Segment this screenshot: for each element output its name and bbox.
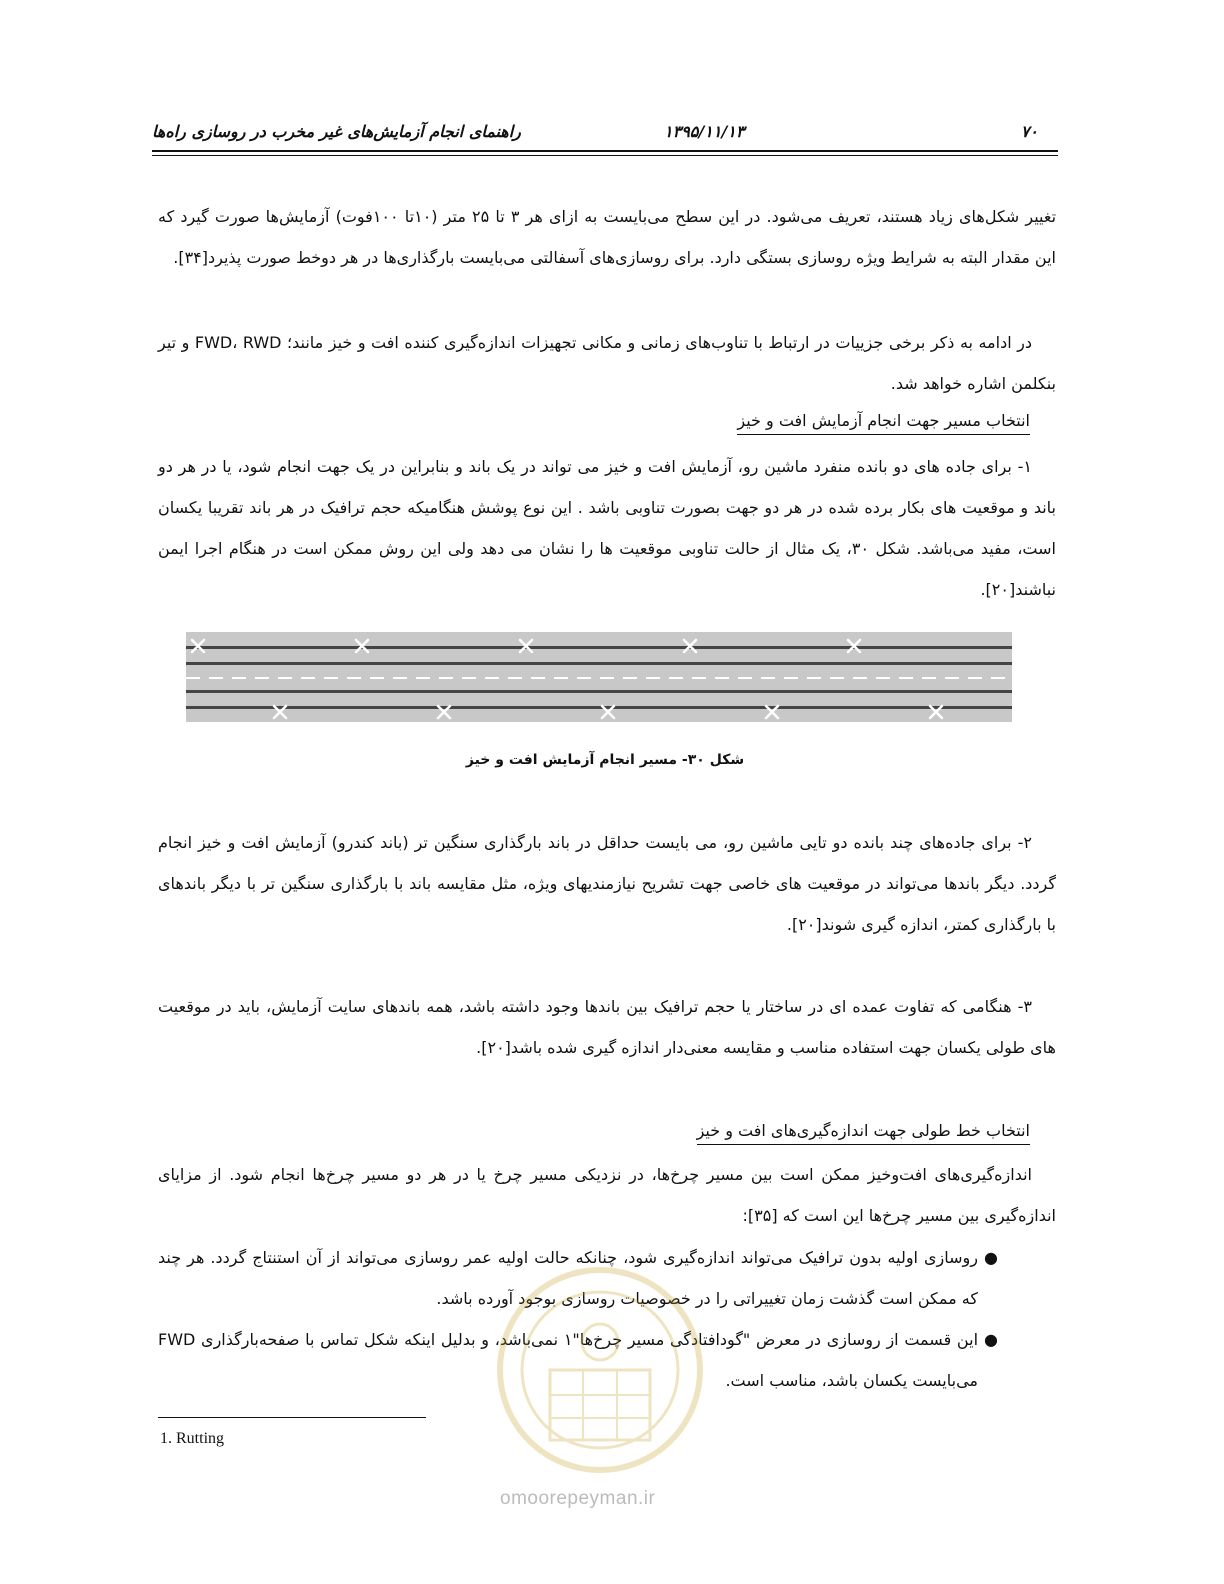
paragraph — [158, 322, 1056, 404]
bullet-icon: ● — [984, 1330, 998, 1349]
paragraph-text: ۳- هنگامی که تفاوت عمده ای در ساختار یا حجم ترافیک بین باندها وجود داشته باشد، همه باندهای سایت آزمایش، باید در موقعیت های طولی یکسان جهت استفاده مناسب و مقایسه معنی‌دار اندازه گیری شده باشد[۲۰]. — [158, 997, 1056, 1057]
paragraph-text: اندازه‌گیری‌های افت‌وخیز ممکن است بین مسیر چرخ‌ها، در نزدیکی مسیر چرخ یا در هر دو مسیر چرخ‌ها انجام شود. از مزایای اندازه‌گیری بین مسیر چرخ‌ها این است که [۳۵]: — [158, 1165, 1056, 1225]
page-number: ۷۰ — [1020, 122, 1038, 141]
header-title: راهنمای انجام آزمایش‌های غیر مخرب در روسازی راه‌ها — [152, 122, 521, 141]
paragraph — [158, 196, 1056, 278]
paragraph — [158, 1154, 1056, 1236]
lane-diagram — [186, 632, 1012, 722]
paragraph — [158, 446, 1056, 610]
watermark-seal-icon — [490, 1260, 710, 1480]
footnote: 1. Rutting — [160, 1430, 225, 1447]
footnote-rule — [158, 1417, 426, 1418]
section-heading: انتخاب خط طولی جهت اندازه‌گیری‌های افت و خیز — [697, 1120, 1030, 1145]
list-item-text: این قسمت از روسازی در معرض "گودافتادگی مسیر چرخ‌ها"۱ نمی‌باشد، و بدلیل اینکه شکل تماس با صفحه‌بارگذاری FWD می‌بایست یکسان باشد، مناسب است. — [158, 1330, 979, 1390]
paragraph — [158, 986, 1056, 1068]
paragraph-text: ۲- برای جاده‌های چند بانده دو تایی ماشین رو، می بایست حداقل در باند بارگذاری سنگین تر (باند کندرو) آزمایش افت و خیز انجام گردد. دیگر باندها می‌تواند در موقعیت های خاصی جهت تشریح نیازمندیهای ویژه، مثل مقایسه باند با بارگذاری سنگین تر با دیگر باندهای با بارگذاری کمتر، اندازه گیری شوند[۲۰]. — [158, 833, 1056, 934]
paragraph-text: تغییر شکل‌های زیاد هستند، تعریف می‌شود. در این سطح می‌بایست به ازای هر ۳ تا ۲۵ متر (۱۰تا ۱۰۰فوت) آزمایش‌ها صورت گیرد که این مقدار البته به شرایط ویژه روسازی بستگی دارد. برای روسازی‌های آسفالتی می‌بایست بارگذاری‌ها در هر دوخط صورت پذیرد[۳۴]. — [158, 207, 1057, 267]
section-heading: انتخاب مسیر جهت انجام آزمایش افت و خیز — [737, 410, 1030, 435]
watermark-text: omoorepeyman.ir — [500, 1488, 656, 1509]
figure-caption: شکل ۳۰- مسیر انجام آزمایش افت و خیز — [465, 752, 745, 768]
page-header — [152, 118, 1058, 148]
paragraph — [158, 822, 1056, 945]
list-item-text: روسازی اولیه بدون ترافیک می‌تواند اندازه‌گیری شود، چنانکه حالت اولیه عمر روسازی می‌تواند از آن استنتاج گردد. هر چند که ممکن است گذشت زمان تغییراتی را در خصوصیات روسازی بوجود آورده باشد. — [158, 1248, 978, 1308]
bullet-icon: ● — [984, 1248, 998, 1267]
header-date: ۱۳۹۵/۱۱/۱۳ — [664, 122, 745, 141]
header-rule-thin — [152, 155, 1058, 156]
paragraph-text: ۱- برای جاده های دو بانده منفرد ماشین رو، آزمایش افت و خیز می تواند در یک باند و بنابراین در یک جهت انجام شود، یا در هر دو باند و موقعیت های بکار برده شده در هر دو جهت بصورت تناوبی باشد . این نوع پوشش هنگامیکه حجم ترافیک در هر باند تقریبا یکسان است، مفید می‌باشد. شکل ۳۰، یک مثال از حالت تناوبی موقعیت ها را نشان می دهد ولی این روش ممکن است در هنگام اجرا ایمن نباشند[۲۰]. — [158, 457, 1056, 599]
paragraph-text: در ادامه به ذکر برخی جزییات در ارتباط با تناوب‌های زمانی و مکانی تجهیزات اندازه‌گیری کننده افت و خیز مانند؛ FWD، RWD و تیر بنکلمن اشاره خواهد شد. — [158, 333, 1056, 393]
header-rule — [152, 150, 1058, 152]
